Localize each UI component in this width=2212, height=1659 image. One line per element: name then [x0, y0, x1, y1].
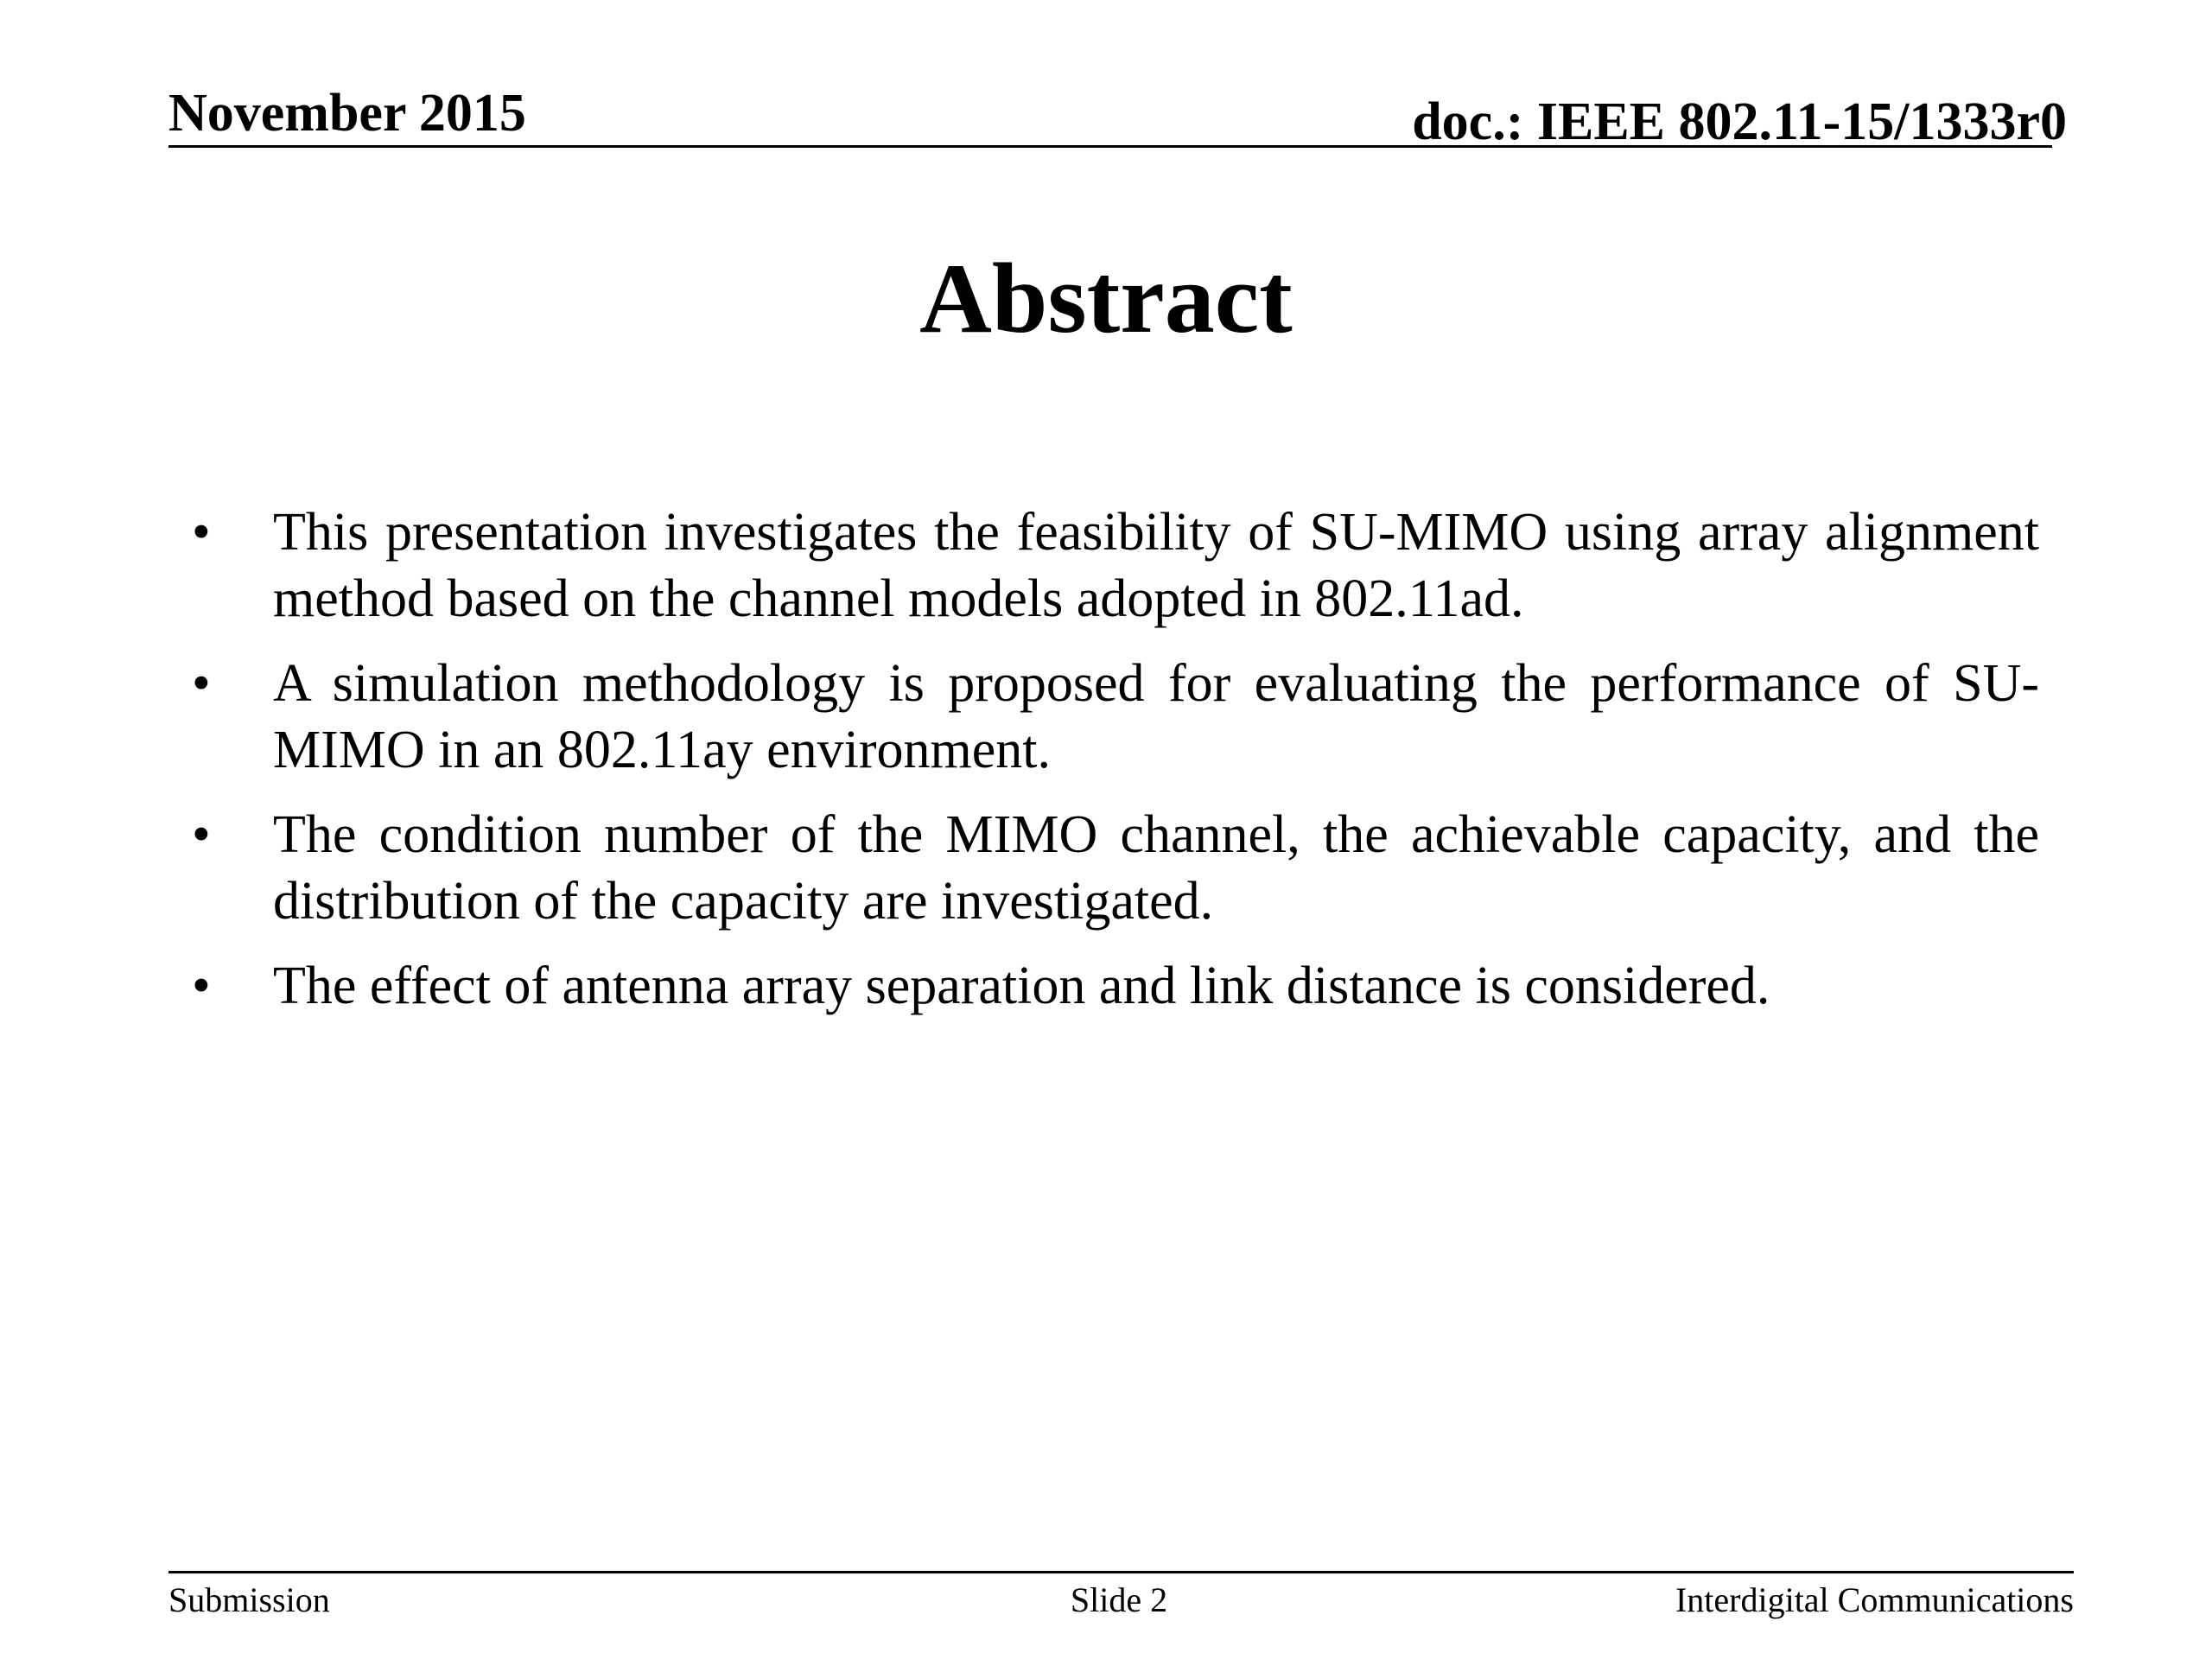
bullet-text: The condition number of the MIMO channel, the achievable capacity, and the distribution of the capacity are investigated.	[273, 805, 2039, 931]
footer-slide-number: Slide 2	[1070, 1580, 1168, 1619]
bullet-text: The effect of antenna array separation and link distance is considered.	[273, 957, 1770, 1015]
header-doc-id: doc.: IEEE 802.11-15/1333r0	[1412, 92, 2067, 151]
slide-title: Abstract	[919, 244, 1293, 354]
bullet-item	[181, 651, 2039, 784]
footer-organization: Interdigital Communications	[1675, 1580, 2074, 1619]
bullet-text: This presentation investigates the feasibility of SU-MIMO using array alignment method based on the channel models adopted in 802.11ad.	[273, 503, 2039, 628]
footer-submission: Submission	[168, 1580, 330, 1619]
bullet-item	[181, 953, 2039, 1020]
bullet-icon: •	[192, 805, 211, 864]
bullet-item	[181, 499, 2039, 632]
bullet-icon: •	[192, 957, 211, 1015]
bullet-icon: •	[192, 654, 211, 713]
footer-divider	[168, 1571, 2074, 1573]
bullet-item	[181, 802, 2039, 935]
bullet-text: A simulation methodology is proposed for evaluating the performance of SU-MIMO in an 802.11ay environment.	[273, 654, 2039, 779]
bullet-icon: •	[192, 503, 211, 562]
header-date: November 2015	[168, 84, 526, 143]
header-divider	[168, 145, 2052, 148]
bullet-list	[181, 499, 2039, 1038]
